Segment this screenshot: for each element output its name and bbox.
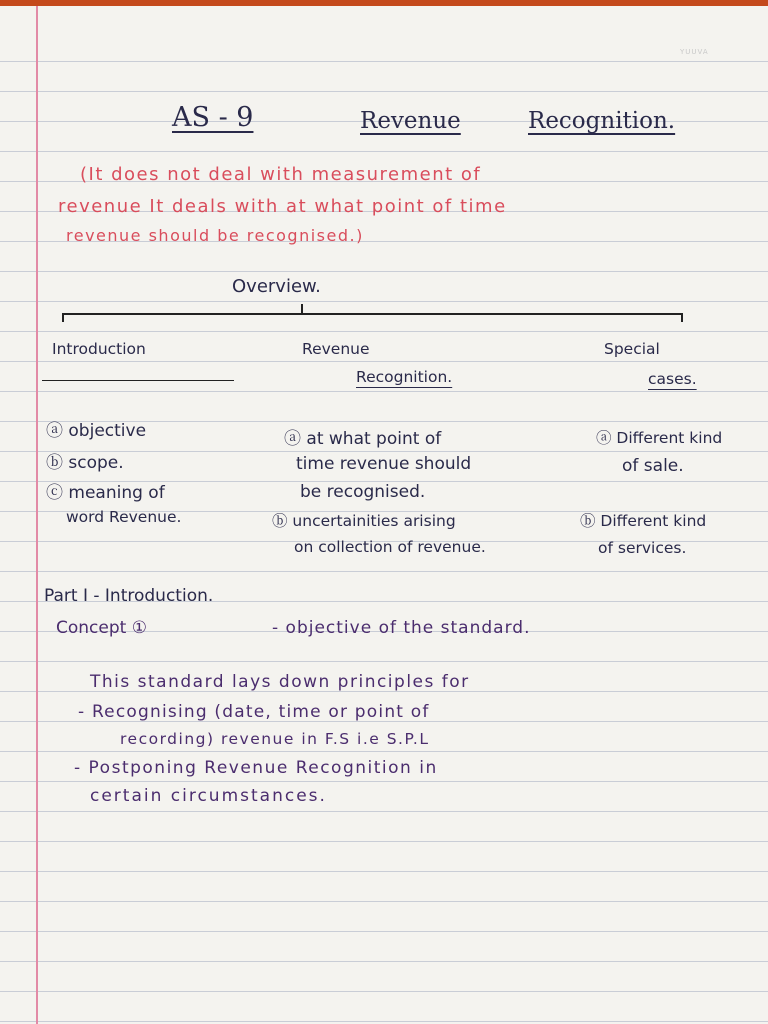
- intro-item-a: ⓐ objective: [46, 421, 147, 441]
- intro-item-b: ⓑ scope.: [46, 453, 124, 473]
- body-line-3: recording) revenue in F.S i.e S.P.L: [120, 730, 430, 748]
- intro-item-c-cont: word Revenue.: [66, 508, 182, 526]
- special-item-b: ⓑ Different kind: [580, 512, 707, 530]
- column-heading-2a: Revenue: [302, 340, 370, 358]
- column-rule-1: [42, 380, 234, 381]
- part-heading: Part I - Introduction.: [44, 586, 214, 606]
- bracket-center-tick: [301, 304, 303, 313]
- column-heading-1: Introduction: [52, 340, 146, 358]
- special-item-a: ⓐ Different kind: [596, 429, 723, 447]
- note-line-1: (It does not deal with measurement of: [80, 164, 482, 185]
- overview-heading: Overview.: [232, 276, 321, 297]
- column-heading-3a: Special: [604, 340, 660, 358]
- overview-bracket: [62, 313, 682, 315]
- notebook-page: [0, 6, 768, 1024]
- concept-label: Concept ①: [56, 618, 147, 638]
- recognition-item-a-cont-2: be recognised.: [300, 482, 426, 502]
- recognition-item-b: ⓑ uncertainities arising: [272, 512, 456, 530]
- title-word-2: Recognition.: [528, 108, 676, 134]
- intro-item-c: ⓒ meaning of: [46, 483, 165, 503]
- margin-line: [36, 6, 38, 1024]
- note-line-2: revenue It deals with at what point of time: [58, 196, 507, 217]
- body-line-4: - Postponing Revenue Recognition in: [74, 758, 438, 778]
- column-heading-2b: Recognition.: [356, 368, 453, 386]
- bracket-right-tick: [681, 313, 683, 322]
- special-item-b-cont: of services.: [598, 539, 687, 557]
- body-line-2: - Recognising (date, time or point of: [78, 702, 430, 722]
- concept-title: - objective of the standard.: [272, 618, 531, 638]
- note-line-3: revenue should be recognised.): [66, 226, 364, 245]
- recognition-item-b-cont: on collection of revenue.: [294, 538, 486, 556]
- recognition-item-a-cont-1: time revenue should: [296, 454, 472, 474]
- column-heading-3b: cases.: [648, 370, 697, 388]
- body-line-5: certain circumstances.: [90, 786, 327, 806]
- body-line-1: This standard lays down principles for: [90, 672, 470, 692]
- title-standard: AS - 9: [172, 102, 254, 133]
- recognition-item-a: ⓐ at what point of: [284, 429, 442, 449]
- bracket-left-tick: [62, 313, 64, 322]
- notebook-brand: YUUVA: [680, 48, 709, 56]
- special-item-a-cont: of sale.: [622, 456, 684, 476]
- title-word-1: Revenue: [360, 108, 461, 134]
